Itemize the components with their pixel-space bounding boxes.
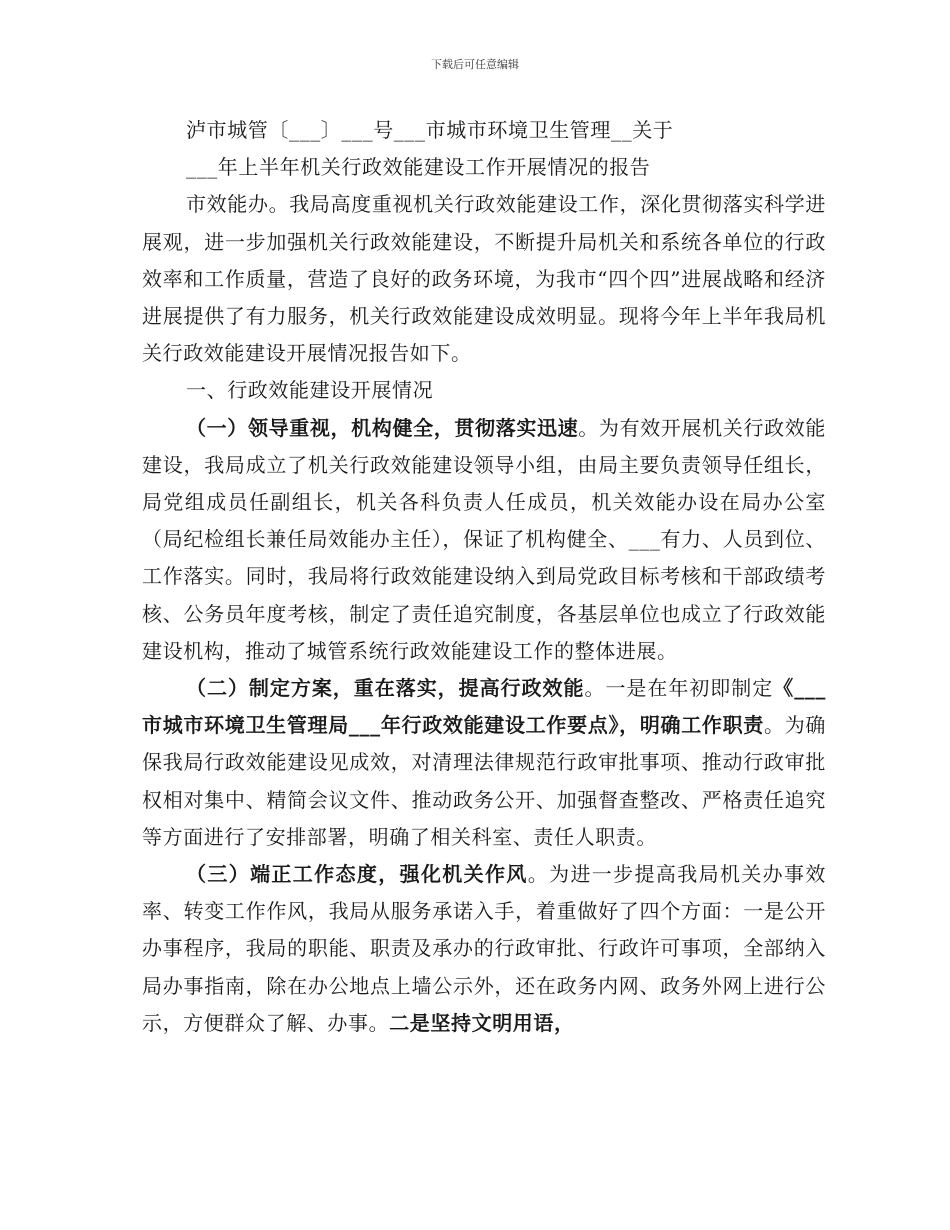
item-3-bold-text: 二是坚持文明用语， xyxy=(389,1010,575,1035)
addressee-paragraph: 市效能办。我局高度重视机关行政效能建设工作，深化贯彻落实科学进展观，进一步加强机关行政效能建设，不断提升局机关和系统各单位的行政效率和工作质量，营造了良好的政务环境，为我市“四个四”进展战略和经济进展提供了有力服务，机关行政效能建设成效明显。现将今年上半年我局机关行政效能建设开展情况报告如下。 xyxy=(142,192,826,366)
document-number-line: 泸市城管〔___〕___号___市城市环境卫生管理__关于 xyxy=(186,118,674,142)
header-note: 下载后可任意编辑 xyxy=(431,58,519,71)
item-3-paragraph xyxy=(142,856,826,1042)
document-body xyxy=(142,112,826,1042)
item-2-paragraph xyxy=(142,670,826,856)
item-1-text: 。为有效开展机关行政效能建设，我局成立了机关行政效能建设领导小组，由局主要负责领导任组长，局党组成员任副组长，机关各科负责人任成员，机关效能办设在局办公室（局纪检组长兼任局效能办主任），保证了机构健全、___有力、人员到位、工作落实。同时，我局将行政效能建设纳入到局党政目标考核和干部政绩考核、公务员年度考核，制定了责任追究制度，各基层单位也成立了行政效能建设机构，推动了城管系统行政效能建设工作的整体进展。 xyxy=(142,415,826,663)
item-2-text: 。一是在年初即制定 xyxy=(584,676,774,701)
item-2-text-continued: 。为确保我局行政效能建设见成效，对清理法律规范行政审批事项、推动行政审批权相对集中、精简会议文件、推动政务公开、加强督查整改、严格责任追究等方面进行了安排部署，明确了相关科室、责任人职责。 xyxy=(142,713,826,849)
item-2-heading: （二）制定方案，重在落实，提高行政效能 xyxy=(186,676,585,701)
section-heading: 一、行政效能建设开展情况 xyxy=(186,378,434,403)
document-title: ___年上半年机关行政效能建设工作开展情况的报告 xyxy=(186,155,651,180)
item-3-heading: （三）端正工作态度，强化机关作风 xyxy=(186,862,528,887)
item-1-heading: （一）领导重视，机构健全，贯彻落实迅速 xyxy=(186,415,579,440)
item-3-text: 。为进一步提高我局机关办事效率、转变工作作风，我局从服务承诺入手，着重做好了四个方面：一是公开办事程序，我局的职能、职责及承办的行政审批、行政许可事项，全部纳入局办事指南，除在办公地点上墙公示外，还在政务内网、政务外网上进行公示，方便群众了解、办事。 xyxy=(142,862,826,1035)
item-2-bold-text: 《___市城市环境卫生管理局___年行政效能建设工作要点》，明确工作职责 xyxy=(142,676,826,738)
item-1-paragraph xyxy=(142,410,826,670)
